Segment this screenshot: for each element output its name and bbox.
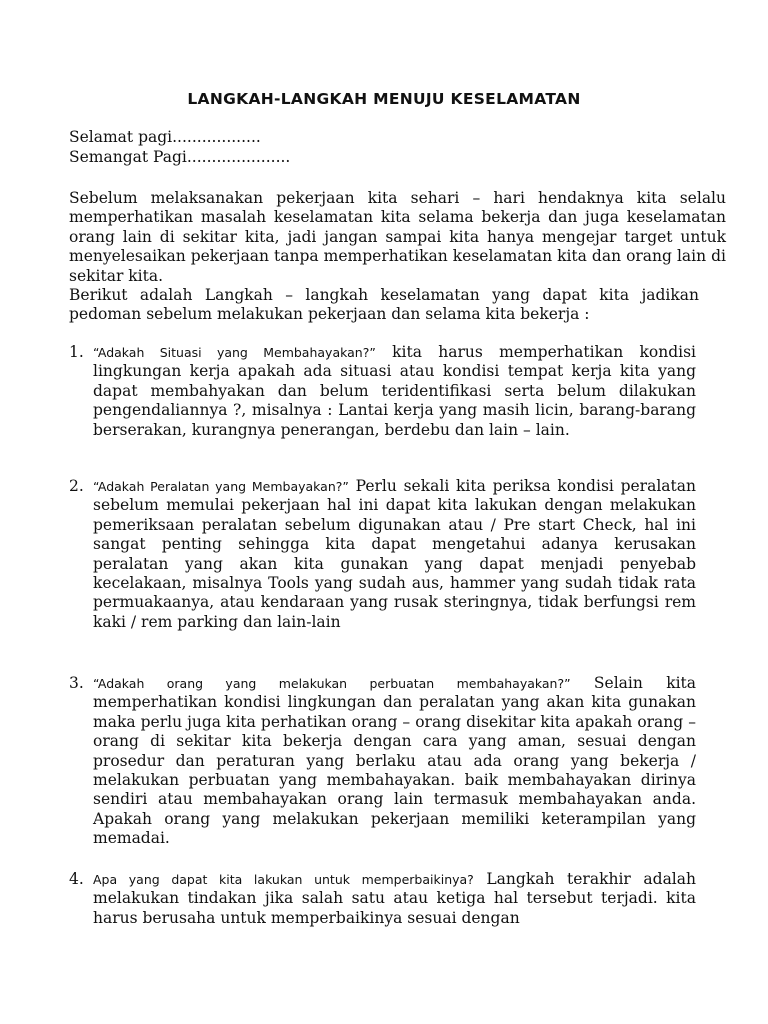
lead-paragraph: Berikut adalah Langkah – langkah keselamatan yang dapat kita jadikan pedoman sebelum melakukan pekerjaan dan selama kita bekerja : bbox=[69, 286, 699, 324]
list-item-text: Perlu sekali kita periksa kondisi peralatan sebelum memulai pekerjaan hal ini dapat kita lakukan dengan melakukan pemeriksaan peralatan sebelum digunakan atau / Pre start Check, hal ini sangat penting sehingga kita dapat mengetahui adanya kerusakan peralatan yang akan kita gunakan yang dapat menjadi penyebab kecelakaan, misalnya Tools yang sudah aus, hammer yang sudah tidak rata permuakaanya, atau kendaraan yang rusak steringnya, tidak berfungsi rem kaki / rem parking dan lain-lain bbox=[93, 477, 696, 631]
list-item-lead: “Adakah Peralatan yang Membayakan?” bbox=[93, 479, 349, 494]
greeting-line-1: Selamat pagi.................. bbox=[69, 128, 261, 146]
list-item-text: kita harus memperhatikan kondisi lingkungan kerja apakah ada situasi atau kondisi tempat kerja kita yang dapat membahyakan dan belum teridentifikasi serta belum dilakukan pengendaliannya ?, misalnya : Lantai kerja yang masih licin, barang-barang berserakan, kurangnya penerangan, berdebu dan lain – lain. bbox=[93, 343, 696, 439]
list-item-body bbox=[93, 870, 696, 928]
document-title: LANGKAH-LANGKAH MENUJU KESELAMATAN bbox=[187, 90, 581, 108]
list-item-number: 3. bbox=[69, 674, 84, 692]
list-item-lead: “Adakah orang yang melakukan perbuatan membahayakan?” bbox=[93, 676, 571, 691]
list-item-number: 2. bbox=[69, 477, 84, 495]
list-item-number: 4. bbox=[69, 870, 84, 888]
list-item-body bbox=[93, 343, 696, 440]
list-item-body bbox=[93, 674, 696, 849]
list-item-lead: “Adakah Situasi yang Membahayakan?” bbox=[93, 345, 376, 360]
list-item-number: 1. bbox=[69, 343, 84, 361]
list-item-text: Selain kita memperhatikan kondisi lingkungan dan peralatan yang akan kita gunakan maka perlu juga kita perhatikan orang – orang disekitar kita apakah orang – orang di sekitar kita bekerja dengan cara yang aman, sesuai dengan prosedur dan peraturan yang berlaku atau ada orang yang bekerja / melakukan perbuatan yang membahayakan. baik membahayakan dirinya sendiri atau membahayakan orang lain termasuk membahayakan anda. Apakah orang yang melakukan pekerjaan memiliki keterampilan yang memadai. bbox=[93, 674, 697, 848]
greeting-line-2: Semangat Pagi..................... bbox=[69, 148, 291, 166]
list-item-body bbox=[93, 477, 696, 632]
intro-paragraph: Sebelum melaksanakan pekerjaan kita sehari – hari hendaknya kita selalu memperhatikan masalah keselamatan kita selama bekerja dan juga keselamatan orang lain di sekitar kita, jadi jangan sampai kita hanya mengejar target untuk menyelesaikan pekerjaan tanpa memperhatikan keselamatan kita dan orang lain di sekitar kita. bbox=[69, 189, 726, 285]
list-item-text: Langkah terakhir adalah melakukan tindakan jika salah satu atau ketiga hal tersebut terjadi. kita harus berusaha untuk memperbaikinya sesuai dengan bbox=[93, 870, 696, 927]
list-item-lead: Apa yang dapat kita lakukan untuk memperbaikinya? bbox=[93, 872, 474, 887]
